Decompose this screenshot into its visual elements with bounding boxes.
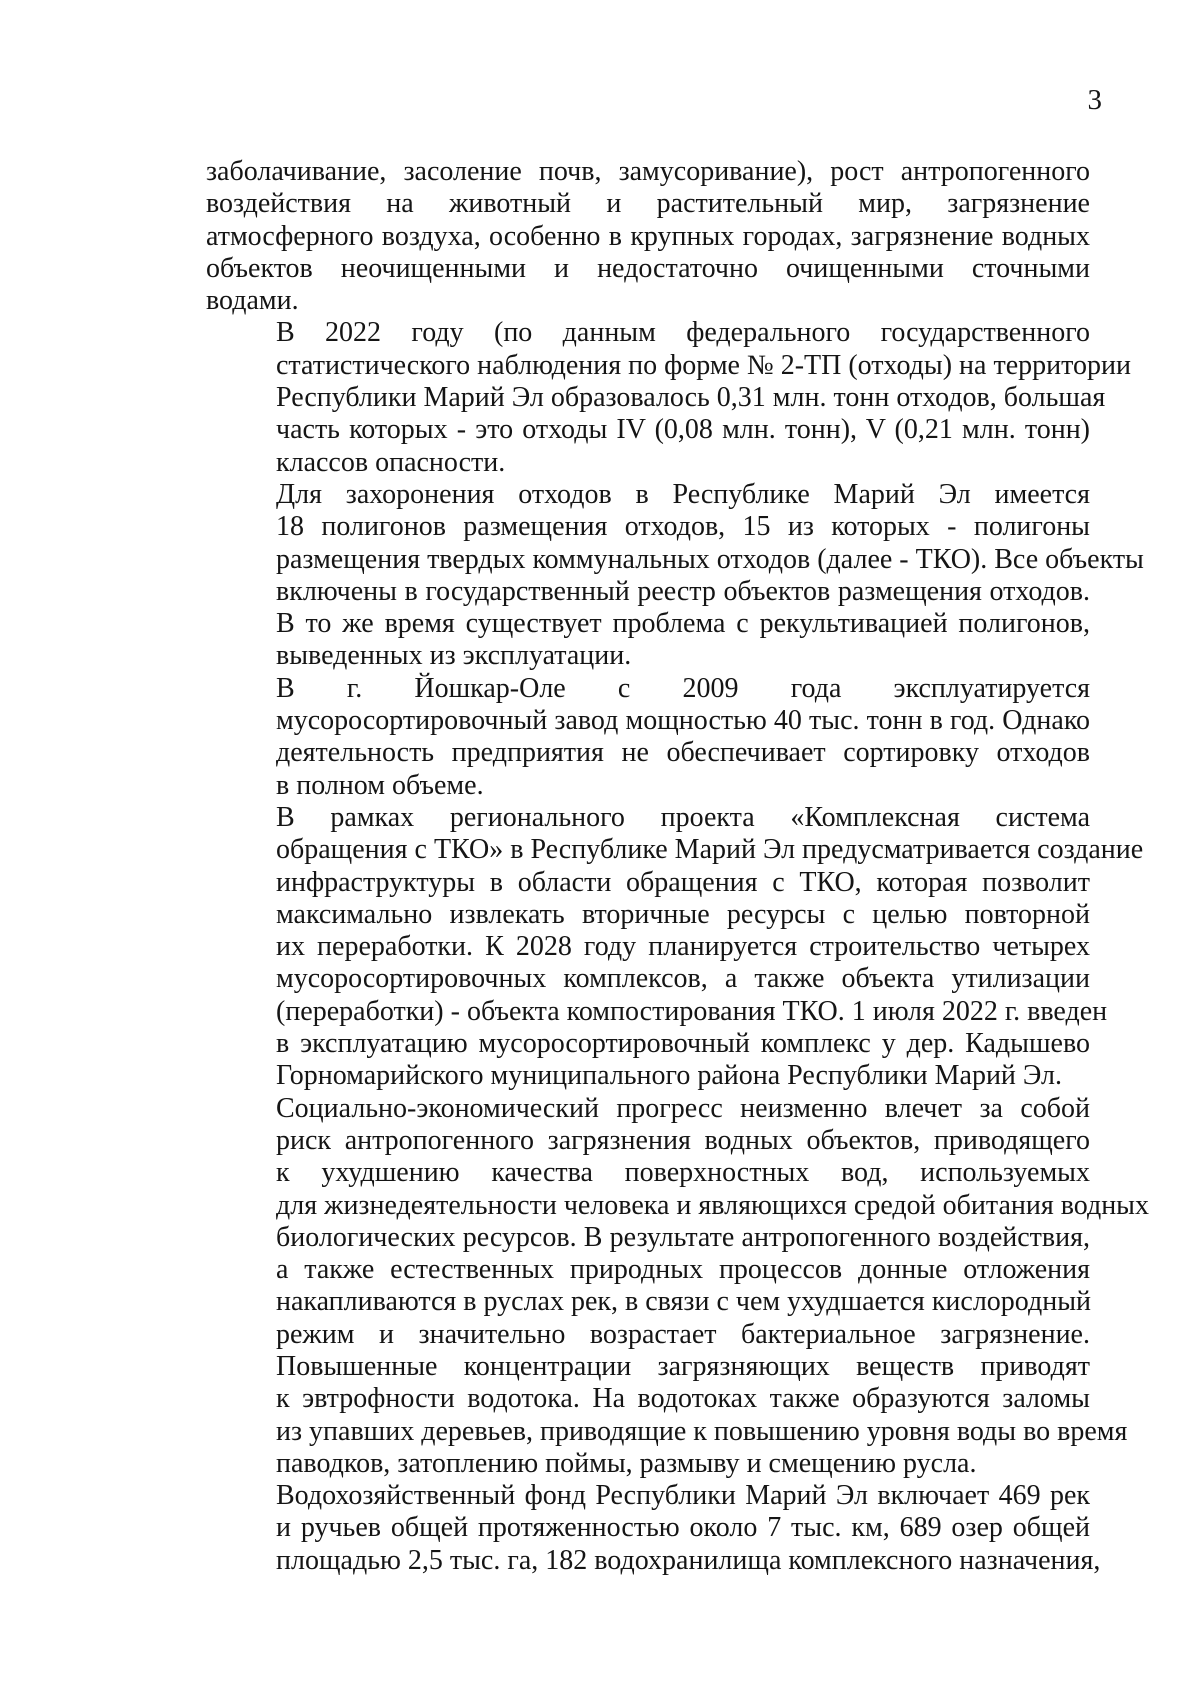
paragraph-landfills [206, 478, 1144, 673]
text-line: объектов неочищенными и недостаточно очищенными сточными [206, 252, 1090, 284]
text-line: в эксплуатацию мусоросортировочный комплекс у дер. Кадышево [276, 1028, 1090, 1060]
text-line: включены в государственный реестр объектов размещения отходов. [276, 575, 1090, 607]
text-line: размещения твердых коммунальных отходов (далее - ТКО). Все объекты [276, 543, 1144, 575]
text-line: статистического наблюдения по форме № 2-ТП (отходы) на территории [276, 349, 1131, 381]
text-line: паводков, затоплению поймы, размыву и смещению русла. [276, 1447, 977, 1479]
paragraph-water-fund [206, 1480, 1101, 1577]
text-line: Горномарийского муниципального района Республики Марий Эл. [276, 1060, 1062, 1092]
text-line: к эвтрофности водотока. На водотоках также образуются заломы [276, 1383, 1090, 1415]
text-line: а также естественных природных процессов донные отложения [276, 1254, 1090, 1286]
text-line: В то же время существует проблема с рекультивацией полигонов, [276, 608, 1090, 640]
text-line: деятельность предприятия не обеспечивает сортировку отходов [276, 737, 1090, 769]
text-line: мусоросортировочный завод мощностью 40 тыс. тонн в год. Однако [276, 705, 1090, 737]
text-line: Водохозяйственный фонд Республики Марий Эл включает 469 рек [276, 1480, 1090, 1512]
document-body [206, 156, 1149, 1577]
paragraph-waste-2022 [206, 317, 1131, 478]
text-line: их переработки. К 2028 году планируется строительство четырех [276, 931, 1090, 963]
page-number: 3 [1087, 84, 1102, 116]
text-line: накапливаются в руслах рек, в связи с чем ухудшается кислородный [276, 1286, 1092, 1318]
text-line: мусоросортировочных комплексов, а также объекта утилизации [276, 963, 1090, 995]
text-line: воздействия на животный и растительный мир, загрязнение [206, 188, 1090, 220]
paragraph-water-pollution [206, 1092, 1149, 1481]
text-line: 18 полигонов размещения отходов, 15 из которых - полигоны [276, 511, 1090, 543]
text-line: В 2022 году (по данным федерального государственного [276, 317, 1090, 349]
text-line: выведенных из эксплуатации. [276, 640, 632, 672]
text-line: Для захоронения отходов в Республике Марий Эл имеется [276, 478, 1090, 510]
text-line: Социально-экономический прогресс неизменно влечет за собой [276, 1092, 1090, 1124]
text-line: атмосферного воздуха, особенно в крупных городах, загрязнение водных [206, 220, 1090, 252]
text-line: площадью 2,5 тыс. га, 182 водохранилища комплексного назначения, [276, 1544, 1101, 1576]
text-line: режим и значительно возрастает бактериальное загрязнение. [276, 1318, 1090, 1350]
text-line: (переработки) - объекта компостирования ТКО. 1 июля 2022 г. введен [276, 995, 1108, 1027]
text-line: Повышенные концентрации загрязняющих веществ приводят [276, 1350, 1090, 1382]
text-line: В г. Йошкар-Оле с 2009 года эксплуатируется [276, 672, 1090, 704]
text-line: Республики Марий Эл образовалось 0,31 млн. тонн отходов, большая [276, 382, 1106, 414]
paragraph-sorting-plant [206, 673, 1090, 802]
paragraph-regional-project [206, 801, 1144, 1093]
text-line: риск антропогенного загрязнения водных объектов, приводящего [276, 1124, 1090, 1156]
text-line: инфраструктуры в области обращения с ТКО, которая позволит [276, 866, 1090, 898]
text-line: в полном объеме. [276, 769, 484, 801]
text-line: В рамках регионального проекта «Комплексная система [276, 801, 1090, 833]
text-line: для жизнедеятельности человека и являющихся средой обитания водных [276, 1189, 1149, 1221]
text-line: биологических ресурсов. В результате антропогенного воздействия, [276, 1221, 1090, 1253]
text-line: заболачивание, засоление почв, замусоривание), рост антропогенного [206, 156, 1090, 187]
text-line: классов опасности. [276, 446, 506, 478]
text-line: часть которых - это отходы IV (0,08 млн. тонн), V (0,21 млн. тонн) [276, 414, 1090, 446]
text-line: и ручьев общей протяженностью около 7 тыс. км, 689 озер общей [276, 1512, 1090, 1544]
text-line: к ухудшению качества поверхностных вод, используемых [276, 1157, 1090, 1189]
text-line: водами. [206, 285, 299, 317]
text-line: обращения с ТКО» в Республике Марий Эл предусматривается создание [276, 834, 1144, 866]
text-line: максимально извлекать вторичные ресурсы с целью повторной [276, 898, 1090, 930]
text-line: из упавших деревьев, приводящие к повышению уровня воды во время [276, 1415, 1128, 1447]
paragraph-environmental-problems [206, 156, 1090, 317]
